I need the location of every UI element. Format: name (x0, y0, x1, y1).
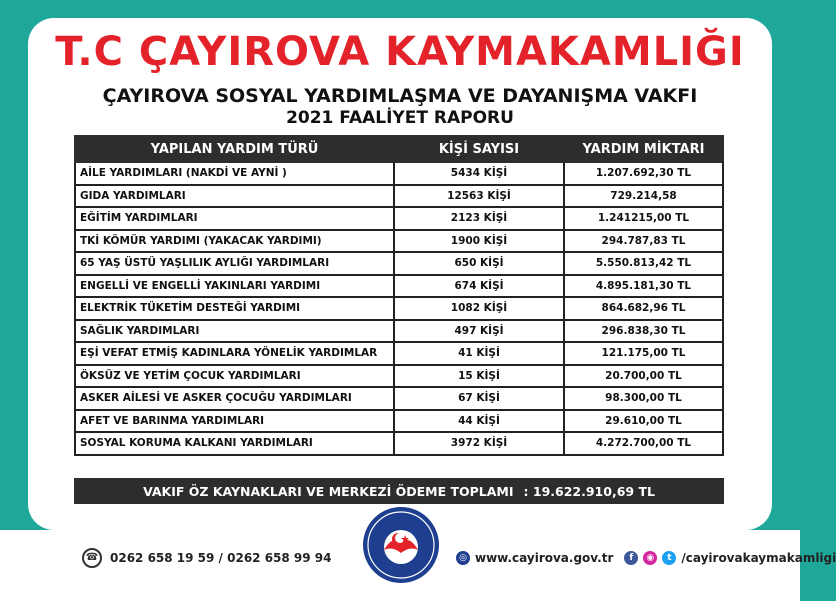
phone-numbers: 0262 658 19 59 / 0262 658 99 94 (110, 551, 332, 565)
globe-icon: ◎ (456, 551, 470, 565)
web-contact (456, 548, 836, 568)
table-row (75, 320, 723, 343)
person-count-cell: 41 KİŞİ (394, 342, 564, 365)
person-count-cell: 15 KİŞİ (394, 365, 564, 388)
ministry-seal-logo (362, 506, 440, 584)
person-count-cell: 67 KİŞİ (394, 387, 564, 410)
page-title: T.C ÇAYIROVA KAYMAKAMLIĞI (55, 29, 745, 75)
total-value: : 19.622.910,69 TL (523, 483, 655, 499)
table-row (75, 275, 723, 298)
aid-type-cell: EĞİTİM YARDIMLARI (75, 207, 394, 230)
aid-type-cell: TKİ KÖMÜR YARDIMI (YAKACAK YARDIMI) (75, 230, 394, 253)
aid-table (74, 135, 724, 456)
table-row (75, 365, 723, 388)
aid-amount-cell: 5.550.813,42 TL (564, 252, 723, 275)
aid-amount-cell: 729.214,58 (564, 185, 723, 208)
table-row (75, 410, 723, 433)
person-count-cell: 1082 KİŞİ (394, 297, 564, 320)
table-row (75, 297, 723, 320)
person-count-cell: 5434 KİŞİ (394, 162, 564, 185)
header-aid-amount: YARDIM MİKTARI (564, 136, 723, 162)
aid-amount-cell: 296.838,30 TL (564, 320, 723, 343)
aid-type-cell: AİLE YARDIMLARI (NAKDİ VE AYNİ ) (75, 162, 394, 185)
table-header-row (75, 136, 723, 162)
aid-type-cell: ÖKSÜZ VE YETİM ÇOCUK YARDIMLARI (75, 365, 394, 388)
person-count-cell: 12563 KİŞİ (394, 185, 564, 208)
twitter-icon[interactable]: t (662, 551, 676, 565)
table-row (75, 252, 723, 275)
aid-amount-cell: 4.895.181,30 TL (564, 275, 723, 298)
contact-phone (82, 548, 332, 568)
table-row (75, 207, 723, 230)
aid-amount-cell: 121.175,00 TL (564, 342, 723, 365)
table-row (75, 162, 723, 185)
person-count-cell: 497 KİŞİ (394, 320, 564, 343)
person-count-cell: 674 KİŞİ (394, 275, 564, 298)
table-row (75, 387, 723, 410)
aid-amount-cell: 294.787,83 TL (564, 230, 723, 253)
person-count-cell: 3972 KİŞİ (394, 432, 564, 455)
aid-type-cell: ELEKTRİK TÜKETİM DESTEĞİ YARDIMI (75, 297, 394, 320)
aid-type-cell: GIDA YARDIMLARI (75, 185, 394, 208)
aid-amount-cell: 29.610,00 TL (564, 410, 723, 433)
person-count-cell: 650 KİŞİ (394, 252, 564, 275)
person-count-cell: 1900 KİŞİ (394, 230, 564, 253)
social-handle[interactable]: /cayirovakaymakamligi (681, 551, 836, 565)
aid-type-cell: ASKER AİLESİ VE ASKER ÇOCUĞU YARDIMLARI (75, 387, 394, 410)
aid-type-cell: SOSYAL KORUMA KALKANI YARDIMLARI (75, 432, 394, 455)
aid-amount-cell: 98.300,00 TL (564, 387, 723, 410)
total-bar (74, 478, 724, 504)
person-count-cell: 2123 KİŞİ (394, 207, 564, 230)
aid-type-cell: ENGELLİ VE ENGELLİ YAKINLARI YARDIMI (75, 275, 394, 298)
phone-icon: ☎ (82, 548, 102, 568)
aid-amount-cell: 20.700,00 TL (564, 365, 723, 388)
person-count-cell: 44 KİŞİ (394, 410, 564, 433)
report-name: 2021 FAALİYET RAPORU (286, 108, 514, 128)
table-row (75, 432, 723, 455)
table-row (75, 342, 723, 365)
aid-type-cell: AFET VE BARINMA YARDIMLARI (75, 410, 394, 433)
aid-amount-cell: 864.682,96 TL (564, 297, 723, 320)
header-person-count: KİŞİ SAYISI (394, 136, 564, 162)
aid-type-cell: EŞİ VEFAT ETMİŞ KADINLARA YÖNELİK YARDIMLAR (75, 342, 394, 365)
instagram-icon[interactable]: ◉ (643, 551, 657, 565)
header-aid-type: YAPILAN YARDIM TÜRÜ (75, 136, 394, 162)
foundation-name: ÇAYIROVA SOSYAL YARDIMLAŞMA VE DAYANIŞMA VAKFI (102, 85, 698, 107)
table-row (75, 185, 723, 208)
aid-amount-cell: 1.207.692,30 TL (564, 162, 723, 185)
facebook-icon[interactable]: f (624, 551, 638, 565)
total-label: VAKIF ÖZ KAYNAKLARI VE MERKEZİ ÖDEME TOPLAMI (143, 483, 514, 499)
website-link[interactable]: www.cayirova.gov.tr (475, 551, 614, 565)
table-row (75, 230, 723, 253)
aid-type-cell: SAĞLIK YARDIMLARI (75, 320, 394, 343)
aid-amount-cell: 4.272.700,00 TL (564, 432, 723, 455)
aid-type-cell: 65 YAŞ ÜSTÜ YAŞLILIK AYLIĞI YARDIMLARI (75, 252, 394, 275)
aid-amount-cell: 1.241215,00 TL (564, 207, 723, 230)
